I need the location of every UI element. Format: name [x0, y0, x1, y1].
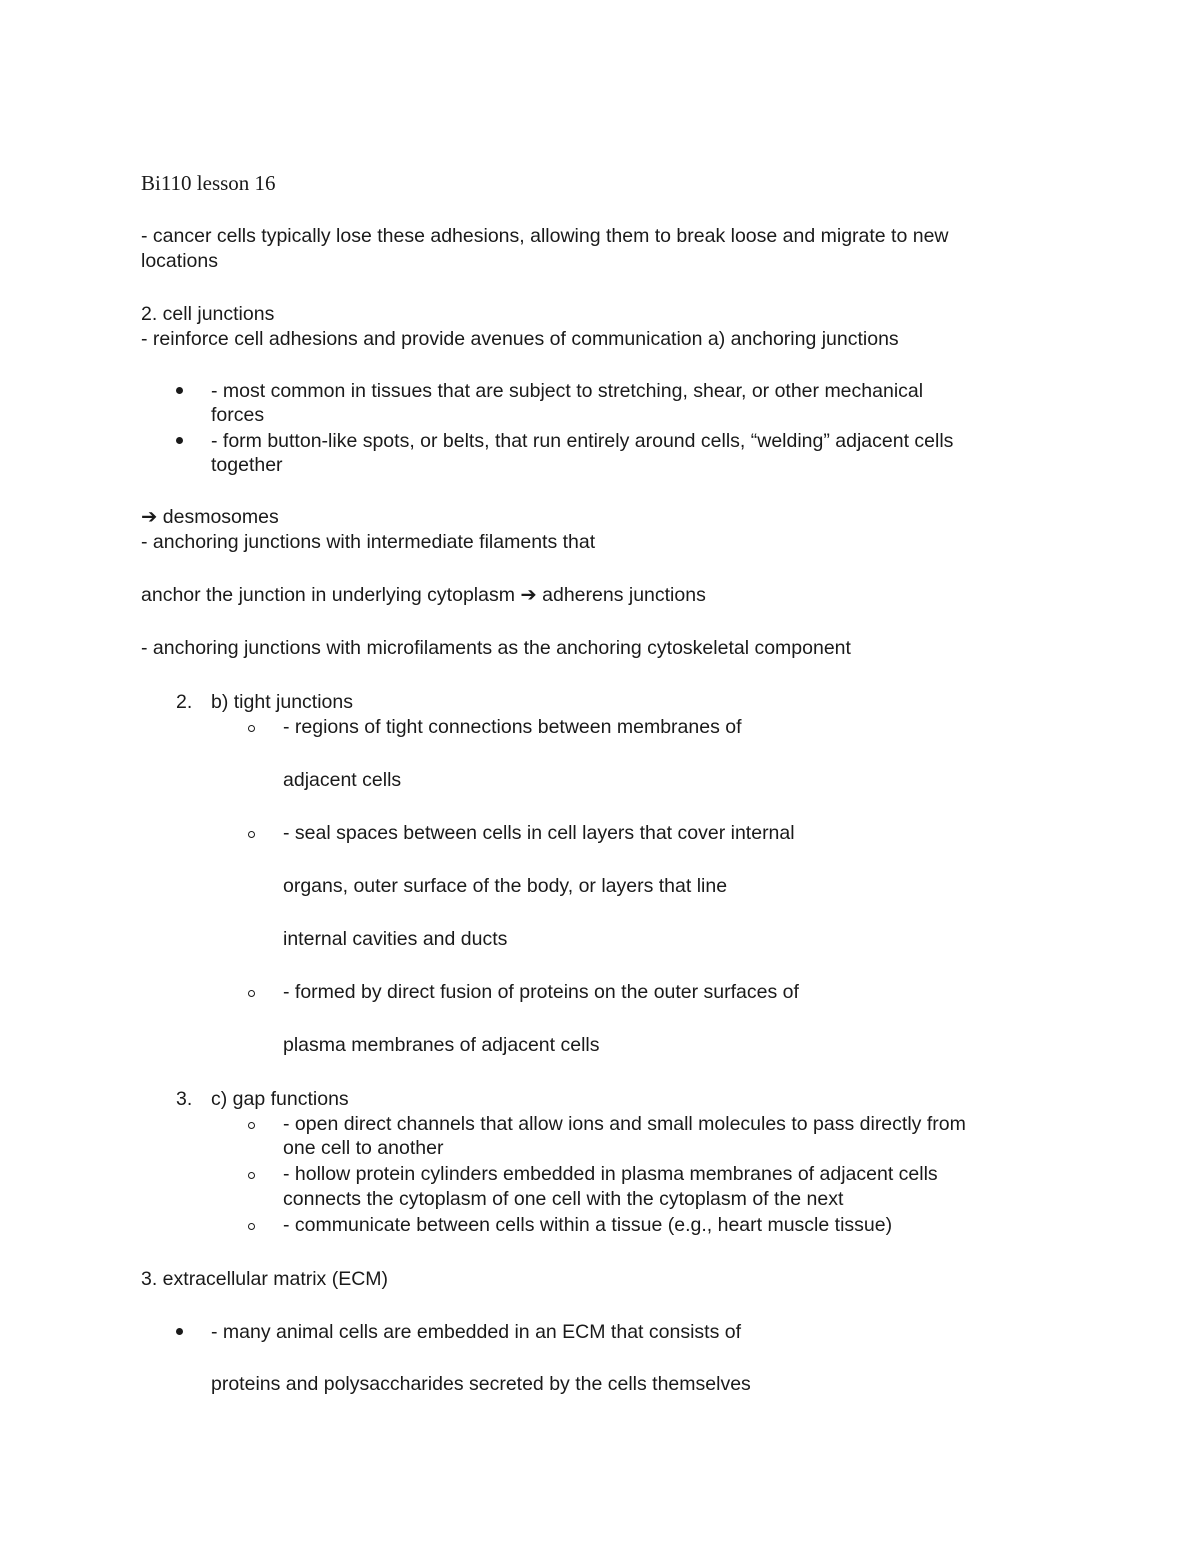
- circle-bullet-icon: [248, 1122, 255, 1129]
- list-number: 2.: [176, 691, 193, 713]
- text-line: locations: [141, 250, 218, 272]
- list-item: - communicate between cells within a tissue (e.g., heart muscle tissue): [283, 1214, 893, 1236]
- text-line: - anchoring junctions with intermediate filaments that: [141, 531, 596, 553]
- list-item: plasma membranes of adjacent cells: [283, 1034, 600, 1056]
- list-number: 3.: [176, 1088, 193, 1110]
- list-item: - formed by direct fusion of proteins on the outer surfaces of: [283, 981, 799, 1003]
- text-line: - cancer cells typically lose these adhesions, allowing them to break loose and migrate to new: [141, 225, 949, 247]
- list-item: - form button-like spots, or belts, that run entirely around cells, “welding” adjacent cells: [211, 430, 954, 452]
- text-line: anchor the junction in underlying cytoplasm ➔ adherens junctions: [141, 584, 706, 606]
- bullet-icon: [176, 1328, 183, 1335]
- circle-bullet-icon: [248, 1172, 255, 1179]
- list-item: organs, outer surface of the body, or layers that line: [283, 875, 728, 897]
- subsection-heading: b) tight junctions: [211, 691, 353, 713]
- list-item: connects the cytoplasm of one cell with the cytoplasm of the next: [283, 1188, 844, 1210]
- list-item: - hollow protein cylinders embedded in plasma membranes of adjacent cells: [283, 1163, 938, 1185]
- list-item: one cell to another: [283, 1137, 444, 1159]
- text-line: - anchoring junctions with microfilaments as the anchoring cytoskeletal component: [141, 637, 851, 659]
- list-item: - many animal cells are embedded in an ECM that consists of: [211, 1321, 741, 1343]
- list-item: - regions of tight connections between membranes of: [283, 716, 742, 738]
- list-item: - most common in tissues that are subject to stretching, shear, or other mechanical: [211, 380, 924, 402]
- list-item: - open direct channels that allow ions and small molecules to pass directly from: [283, 1113, 966, 1135]
- circle-bullet-icon: [248, 1223, 255, 1230]
- subsection-heading: c) gap functions: [211, 1088, 349, 1110]
- circle-bullet-icon: [248, 990, 255, 997]
- list-item: forces: [211, 404, 265, 426]
- list-item: proteins and polysaccharides secreted by the cells themselves: [211, 1373, 751, 1395]
- bullet-icon: [176, 437, 183, 444]
- section-heading: 2. cell junctions: [141, 303, 275, 325]
- page-title: Bi110 lesson 16: [141, 171, 276, 195]
- circle-bullet-icon: [248, 725, 255, 732]
- list-item: - seal spaces between cells in cell layers that cover internal: [283, 822, 795, 844]
- circle-bullet-icon: [248, 831, 255, 838]
- text-line: - reinforce cell adhesions and provide avenues of communication a) anchoring junctions: [141, 328, 899, 350]
- bullet-icon: [176, 387, 183, 394]
- list-item: adjacent cells: [283, 769, 402, 791]
- list-item: internal cavities and ducts: [283, 928, 508, 950]
- section-heading: 3. extracellular matrix (ECM): [141, 1268, 389, 1290]
- text-line: ➔ desmosomes: [141, 506, 279, 528]
- list-item: together: [211, 454, 283, 476]
